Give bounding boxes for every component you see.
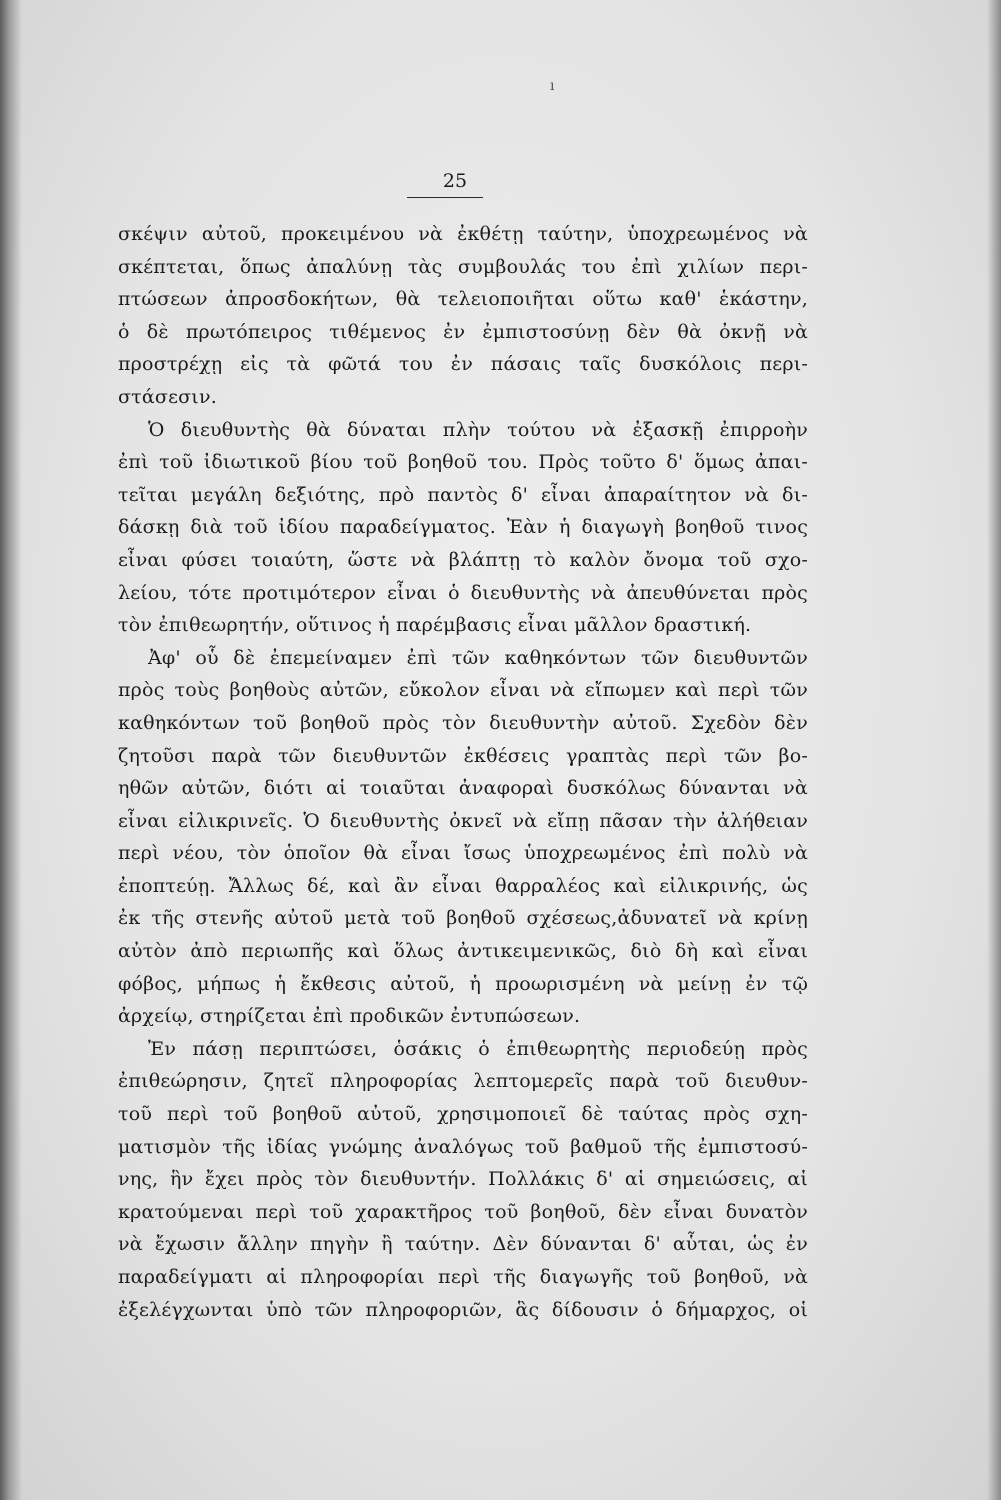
page-shadow-left <box>0 0 22 1500</box>
text-line: ἐξελέγχωνται ὑπὸ τῶν πληροφοριῶν, ἃς δίδουσιν ὁ δήμαρχος, οἱ <box>118 1298 808 1321</box>
text-line: εἶναι εἰλικρινεῖς. Ὁ διευθυντὴς ὀκνεῖ νὰ εἴπῃ πᾶσαν τὴν ἀλήθειαν <box>118 809 808 832</box>
text-line: ἐκ τῆς στενῆς αὐτοῦ μετὰ τοῦ βοηθοῦ σχέσεως,ἀδυνατεῖ νὰ κρίνῃ <box>118 907 808 930</box>
text-line: εἶναι φύσει τοιαύτη, ὥστε νὰ βλάπτῃ τὸ καλὸν ὄνομα τοῦ σχο- <box>118 548 808 571</box>
text-line: περὶ νέου, τὸν ὁποῖον θὰ εἶναι ἴσως ὑποχρεωμένος ἐπὶ πολὺ νὰ <box>118 842 808 865</box>
text-line: νης, ἣν ἔχει πρὸς τὸν διευθυντήν. Πολλάκις δ' αἱ σημειώσεις, αἱ <box>118 1168 808 1191</box>
text-line: ἐπιθεώρησιν, ζητεῖ πληροφορίας λεπτομερεῖς παρὰ τοῦ διευθυν- <box>118 1070 808 1093</box>
text-line: λείου, τότε προτιμότερον εἶναι ὁ διευθυντὴς νὰ ἀπευθύνεται πρὸς <box>118 581 808 604</box>
page-shadow-right <box>987 0 1001 1500</box>
text-line: ζητοῦσι παρὰ τῶν διευθυντῶν ἐκθέσεις γραπτὰς περὶ τῶν βο- <box>118 744 808 767</box>
text-line: Ἐν πάσῃ περιπτώσει, ὁσάκις ὁ ἐπιθεωρητὴς περιοδεύῃ πρὸς <box>148 1037 808 1060</box>
text-line: προστρέχῃ εἰς τὰ φῶτά του ἐν πάσαις ταῖς δυσκόλοις περι- <box>118 353 808 376</box>
text-line: στάσεσιν. <box>118 385 217 408</box>
text-line: τεῖται μεγάλη δεξιότης, πρὸ παντὸς δ' εἶναι ἀπαραίτητον νὰ δι- <box>118 483 808 506</box>
text-line: Ἀφ' οὗ δὲ ἐπεμείναμεν ἐπὶ τῶν καθηκόντων τῶν διευθυντῶν <box>148 646 808 669</box>
text-line: αὐτὸν ἀπὸ περιωπῆς καὶ ὅλως ἀντικειμενικῶς, διὸ δὴ καὶ εἶναι <box>118 940 808 963</box>
body-text <box>118 218 808 1326</box>
page-number: 25 <box>442 170 468 192</box>
text-line: ἀρχείῳ, στηρίζεται ἐπὶ προδικῶν ἐντυπώσεων. <box>118 1005 581 1028</box>
text-line: ματισμὸν τῆς ἰδίας γνώμης ἀναλόγως τοῦ βαθμοῦ τῆς ἐμπιστοσύ- <box>118 1135 808 1158</box>
text-line: παραδείγματι αἱ πληροφορίαι περὶ τῆς διαγωγῆς τοῦ βοηθοῦ, νὰ <box>118 1266 808 1288</box>
text-line: φόβος, μήπως ἡ ἔκθεσις αὐτοῦ, ἡ προωρισμένη νὰ μείνῃ ἐν τῷ <box>118 972 808 995</box>
text-line: ηθῶν αὐτῶν, διότι αἱ τοιαῦται ἀναφοραὶ δυσκόλως δύνανται νὰ <box>118 777 808 800</box>
text-line: σκέπτεται, ὅπως ἀπαλύνῃ τὰς συμβουλάς του ἐπὶ χιλίων περι- <box>118 255 808 278</box>
text-line: τὸν ἐπιθεωρητήν, οὕτινος ἡ παρέμβασις εἶναι μᾶλλον δραστική. <box>118 614 752 637</box>
text-line: καθηκόντων τοῦ βοηθοῦ πρὸς τὸν διευθυντὴν αὐτοῦ. Σχεδὸν δὲν <box>118 711 808 734</box>
text-line: σκέψιν αὐτοῦ, προκειμένου νὰ ἐκθέτῃ ταύτην, ὑποχρεωμένος νὰ <box>118 223 808 245</box>
text-line: κρατούμεναι περὶ τοῦ χαρακτῆρος τοῦ βοηθοῦ, δὲν εἶναι δυνατὸν <box>118 1200 808 1223</box>
page-number-rule <box>407 197 483 198</box>
text-line: τοῦ περὶ τοῦ βοηθοῦ αὐτοῦ, χρησιμοποιεῖ δὲ ταύτας πρὸς σχη- <box>118 1103 808 1126</box>
stray-mark: ı <box>550 78 555 94</box>
text-line: ἐπὶ τοῦ ἰδιωτικοῦ βίου τοῦ βοηθοῦ του. Πρὸς τοῦτο δ' ὅμως ἀπαι- <box>118 451 808 474</box>
text-line: ἐποπτεύῃ. Ἄλλως δέ, καὶ ἂν εἶναι θαρραλέος καὶ εἰλικρινής, ὡς <box>118 874 808 897</box>
text-line: νὰ ἔχωσιν ἄλλην πηγὴν ἢ ταύτην. Δὲν δύνανται δ' αὗται, ὡς ἐν <box>118 1233 808 1256</box>
text-line: δάσκῃ διὰ τοῦ ἰδίου παραδείγματος. Ἐὰν ἡ διαγωγὴ βοηθοῦ τινος <box>118 516 808 539</box>
text-line: πτώσεων ἀπροσδοκήτων, θὰ τελειοποιῆται οὕτω καθ' ἑκάστην, <box>118 288 808 311</box>
text-line: ὁ δὲ πρωτόπειρος τιθέμενος ἐν ἐμπιστοσύνῃ δὲν θὰ ὀκνῇ νὰ <box>118 320 808 343</box>
text-line: Ὁ διευθυντὴς θὰ δύναται πλὴν τούτου νὰ ἐξασκῇ ἐπιρροὴν <box>148 418 808 441</box>
text-line: πρὸς τοὺς βοηθοὺς αὐτῶν, εὔκολον εἶναι νὰ εἴπωμεν καὶ περὶ τῶν <box>118 679 808 702</box>
